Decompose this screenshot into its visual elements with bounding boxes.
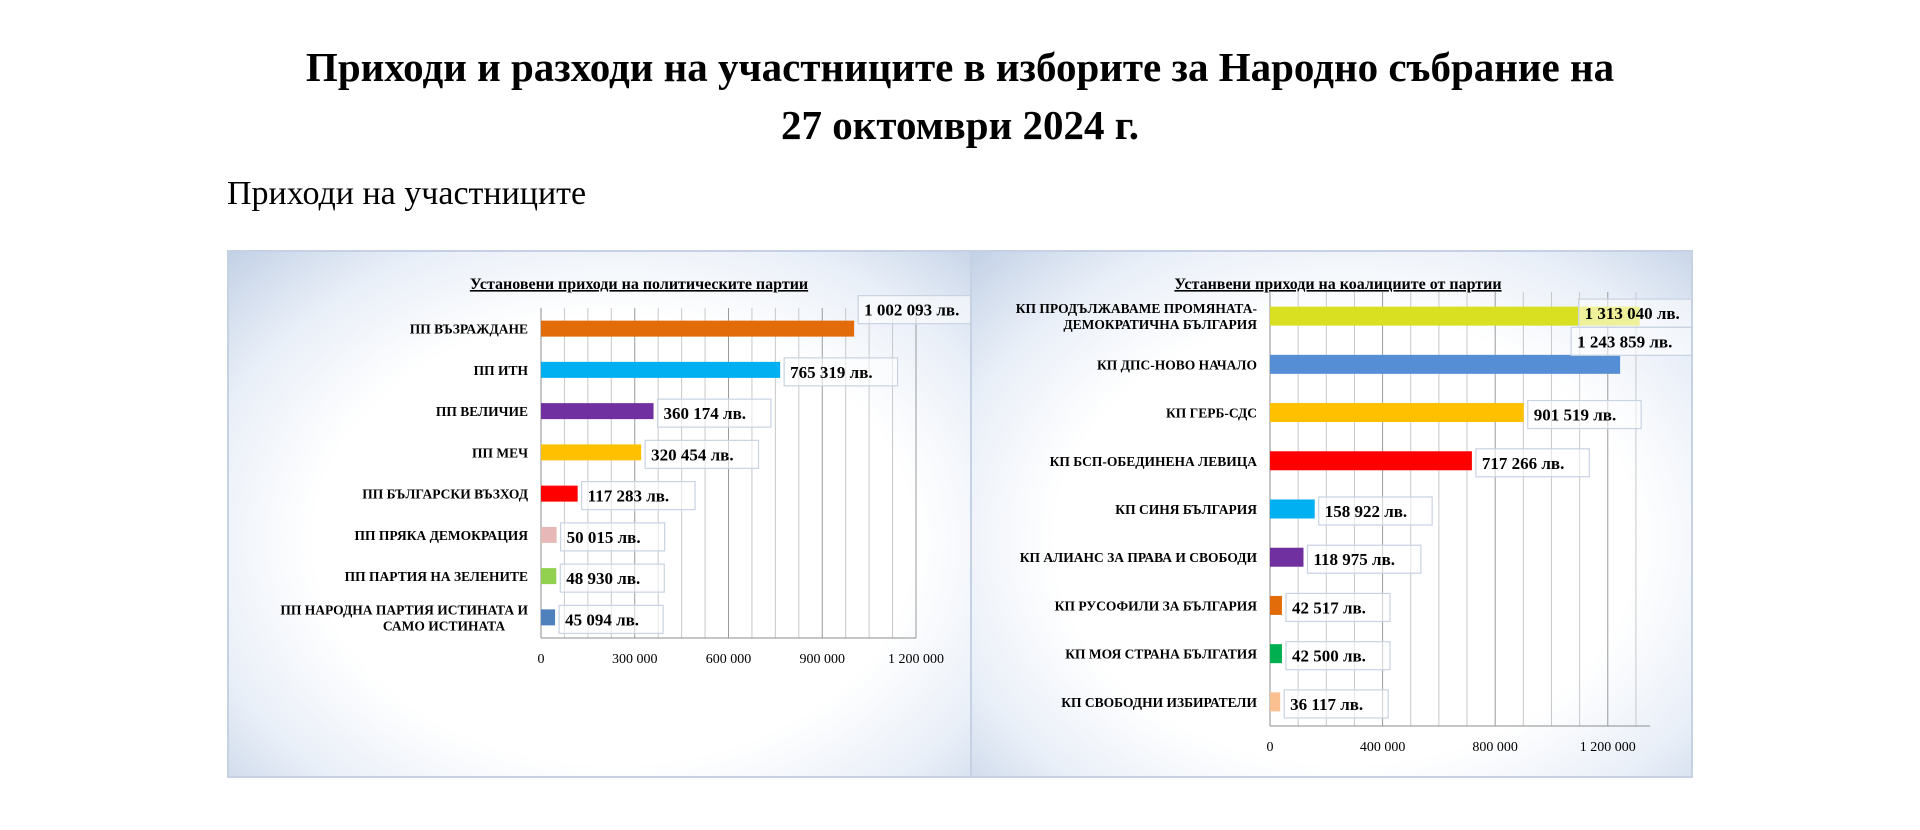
bar: [1270, 596, 1282, 615]
category-label: САМО ИСТИНАТА: [382, 618, 506, 634]
bar: [541, 444, 641, 460]
category-label: КП МОЯ СТРАНА БЪЛГАТИЯ: [1065, 646, 1257, 662]
x-tick-label: 800 000: [1472, 740, 1518, 755]
category-label: КП БСП-ОБЕДИНЕНА ЛЕВИЦА: [1049, 453, 1257, 469]
bar: [541, 609, 555, 625]
category-label: ПП ВЪЗРАЖДАНЕ: [409, 321, 528, 337]
bar: [541, 486, 578, 502]
x-tick-label: 300 000: [612, 652, 658, 667]
category-label: ПП ПРЯКА ДЕМОКРАЦИЯ: [354, 527, 528, 543]
bar: [541, 321, 854, 337]
category-label: ПП ИТН: [473, 362, 528, 378]
category-label: ПП ПАРТИЯ НА ЗЕЛЕНИТЕ: [344, 569, 528, 585]
data-label: 158 922 лв.: [1324, 502, 1408, 521]
x-tick-label: 900 000: [799, 652, 845, 667]
data-label: 50 015 лв.: [566, 527, 641, 547]
bar: [1270, 403, 1524, 422]
bar: [1270, 355, 1620, 374]
category-label: КП РУСОФИЛИ ЗА БЪЛГАРИЯ: [1054, 598, 1257, 614]
party-income-chart: [227, 250, 972, 778]
bar: [541, 527, 557, 543]
category-label: ПП МЕЧ: [471, 445, 528, 461]
category-label: КП СВОБОДНИ ИЗБИРАТЕЛИ: [1061, 694, 1257, 710]
bar: [1270, 692, 1280, 711]
bar: [1270, 548, 1303, 567]
chart-title: Установени приходи на политическите партии: [469, 276, 809, 293]
data-label: 901 519 лв.: [1533, 405, 1617, 425]
data-label: 1 002 093 лв.: [864, 300, 960, 320]
bar: [541, 403, 654, 419]
data-label: 36 117 лв.: [1290, 694, 1364, 714]
category-label: ПП БЪЛГАРСКИ ВЪЗХОД: [362, 486, 528, 502]
coalition-income-chart-svg: [972, 252, 1693, 778]
category-label: КП ПРОДЪЛЖАВАМЕ ПРОМЯНАТА-: [1015, 301, 1257, 317]
x-tick-label: 0: [537, 652, 545, 667]
x-tick-label: 0: [1266, 740, 1274, 755]
data-label: 48 930 лв.: [566, 569, 641, 589]
data-label: 42 517 лв.: [1291, 598, 1366, 618]
category-label: КП АЛИАНС ЗА ПРАВА И СВОБОДИ: [1019, 550, 1257, 566]
chart-title: Устанвени приходи на коалициите от партии: [1174, 276, 1502, 293]
bar: [1270, 451, 1472, 470]
category-label: КП ДПС-НОВО НАЧАЛО: [1097, 357, 1257, 373]
bar: [1270, 500, 1315, 519]
page-title-line-1: Приходи и разходи на участниците в изборите за Народно събрание на: [305, 44, 1615, 90]
category-label: КП СИНЯ БЪЛГАРИЯ: [1115, 502, 1257, 517]
data-label: 320 454 лв.: [651, 445, 734, 465]
data-label: 765 319 лв.: [790, 362, 873, 382]
x-tick-label: 1 200 000: [1579, 740, 1636, 755]
x-tick-label: 400 000: [1359, 740, 1406, 755]
page-title: [0, 38, 1920, 154]
coalition-income-chart: [970, 250, 1693, 778]
data-label: 42 500 лв.: [1291, 646, 1366, 666]
category-label: ДЕМОКРАТИЧНА БЪЛГАРИЯ: [1063, 317, 1257, 333]
data-label: 1 243 859 лв.: [1577, 332, 1673, 352]
category-label: КП ГЕРБ-СДС: [1165, 405, 1257, 421]
category-label: ПП НАРОДНА ПАРТИЯ ИСТИНАТА И: [280, 602, 528, 618]
section-title: Приходи на участниците: [227, 175, 587, 212]
data-label: 360 174 лв.: [663, 404, 747, 424]
data-label: 717 266 лв.: [1481, 453, 1565, 473]
x-tick-label: 1 200 000: [888, 652, 944, 667]
data-label: 1 313 040 лв.: [1584, 304, 1680, 324]
bar: [541, 568, 556, 584]
bar: [541, 362, 780, 378]
data-label: 117 283 лв.: [587, 486, 670, 506]
data-label: 118 975 лв.: [1313, 550, 1396, 570]
party-income-chart-svg: [229, 252, 972, 778]
page-title-line-2: 27 октомври 2024 г.: [781, 102, 1139, 148]
bar: [1270, 644, 1282, 663]
category-label: ПП ВЕЛИЧИЕ: [435, 404, 528, 420]
data-label: 45 094 лв.: [565, 610, 640, 630]
x-tick-label: 600 000: [705, 652, 752, 667]
